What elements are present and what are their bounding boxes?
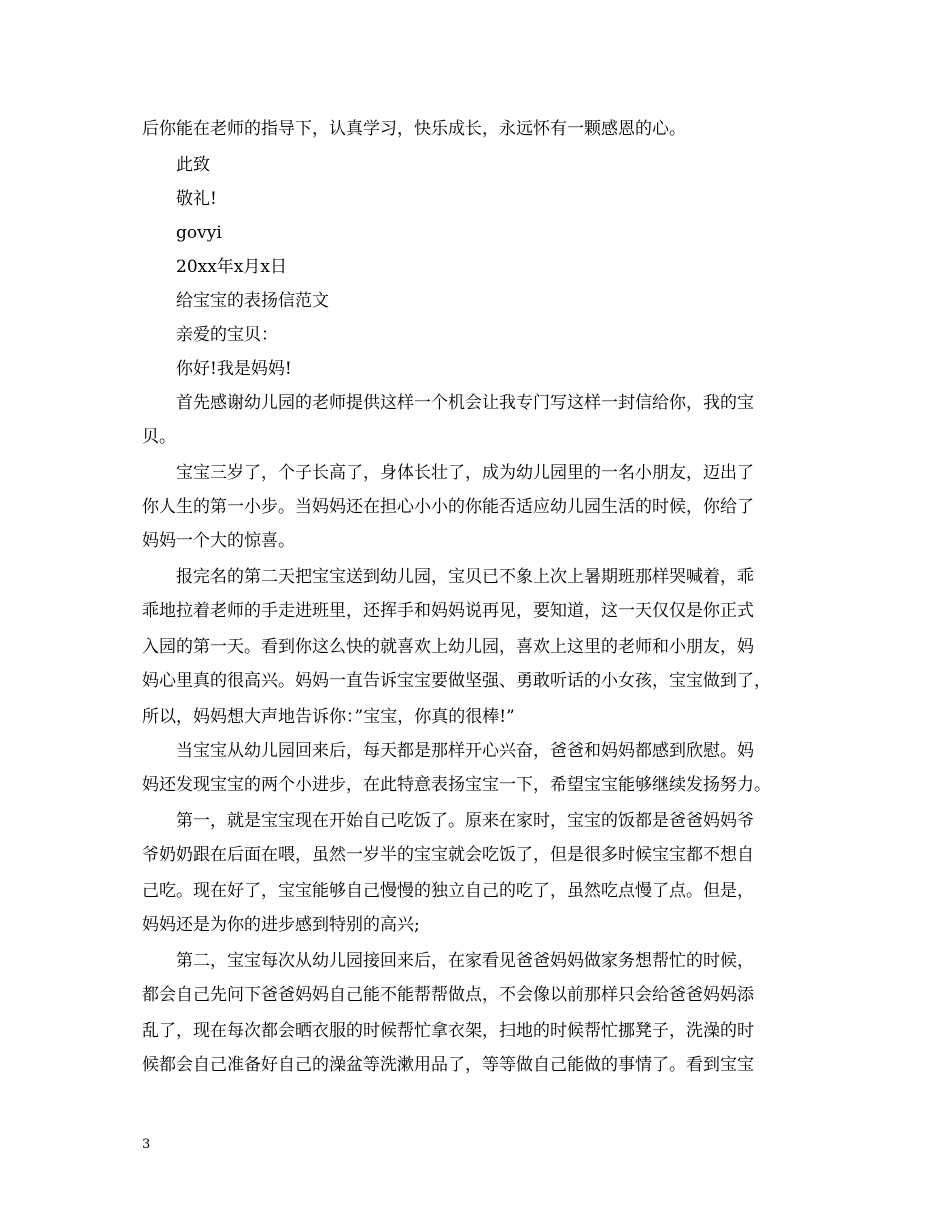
text-line: 当宝宝从幼儿园回来后，每天都是那样开心兴奋，爸爸和妈妈都感到欣慰。妈 [176,741,754,761]
text-line: 入园的第一天。看到你这么快的就喜欢上幼儿园，喜欢上这里的老师和小朋友，妈 [142,637,754,657]
text-line: 后你能在老师的指导下，认真学习，快乐成长，永远怀有一颗感恩的心。 [142,119,686,139]
text-line: 你人生的第一小步。当妈妈还在担心小小的你能否适应幼儿园生活的时候，你给了 [142,497,754,517]
text-line: 妈还发现宝宝的两个小进步，在此特意表扬宝宝一下，希望宝宝能够继续发扬努力。 [142,775,771,795]
text-line: 乱了，现在每次都会晒衣服的时候帮忙拿衣架，扫地的时候帮忙挪凳子，洗澡的时 [142,1021,754,1041]
greeting: 亲爱的宝贝： [176,325,278,345]
text-line: 宝宝三岁了，个子长高了，身体长壮了，成为幼儿园里的一名小朋友，迈出了 [176,463,754,483]
text-line: 乖地拉着老师的手走进班里，还挥手和妈妈说再见，要知道，这一天仅仅是你正式 [142,601,754,621]
text-line: 爷奶奶跟在后面在喂，虽然一岁半的宝宝就会吃饭了，但是很多时候宝宝都不想自 [142,845,754,865]
text-line: 报完名的第二天把宝宝送到幼儿园，宝贝已不象上次上暑期班那样哭喊着，乖 [176,567,754,587]
text-line: 都会自己先问下爸爸妈妈自己能不能帮帮做点，不会像以前那样只会给爸爸妈妈添 [142,985,754,1005]
page-number: 3 [142,1137,151,1152]
text-line: 第一，就是宝宝现在开始自己吃饭了。原来在家时，宝宝的饭都是爸爸妈妈爷 [176,811,754,831]
section-title: 给宝宝的表扬信范文 [176,291,329,311]
text-line: 所以，妈妈想大声地告诉你：”宝宝，你真的很棒!” [142,707,515,727]
salutation-respect: 敬礼! [176,189,217,209]
text-line: 妈妈还是为你的进步感到特别的高兴; [142,915,420,935]
text-line: 己吃。现在好了，宝宝能够自己慢慢的独立自己的吃了，虽然吃点慢了点。但是， [142,881,754,901]
salutation-closing: 此致 [176,155,210,175]
text-line: 第二，宝宝每次从幼儿园接回来后，在家看见爸爸妈妈做家务想帮忙的时候， [176,951,754,971]
text-line: 妈心里真的很高兴。妈妈一直告诉宝宝要做坚强、勇敢听话的小女孩，宝宝做到了， [142,671,771,691]
text-line: 妈妈一个大的惊喜。 [142,531,295,551]
text-line: 候都会自己准备好自己的澡盆等洗漱用品了，等等做自己能做的事情了。看到宝宝 [142,1055,754,1075]
text-line: 首先感谢幼儿园的老师提供这样一个机会让我专门写这样一封信给你，我的宝 [176,393,754,413]
signature: govyi [176,223,222,243]
greeting-hello: 你好!我是妈妈! [176,359,292,379]
letter-date: 20xx年x月x日 [176,257,287,277]
text-line: 贝。 [142,427,176,447]
